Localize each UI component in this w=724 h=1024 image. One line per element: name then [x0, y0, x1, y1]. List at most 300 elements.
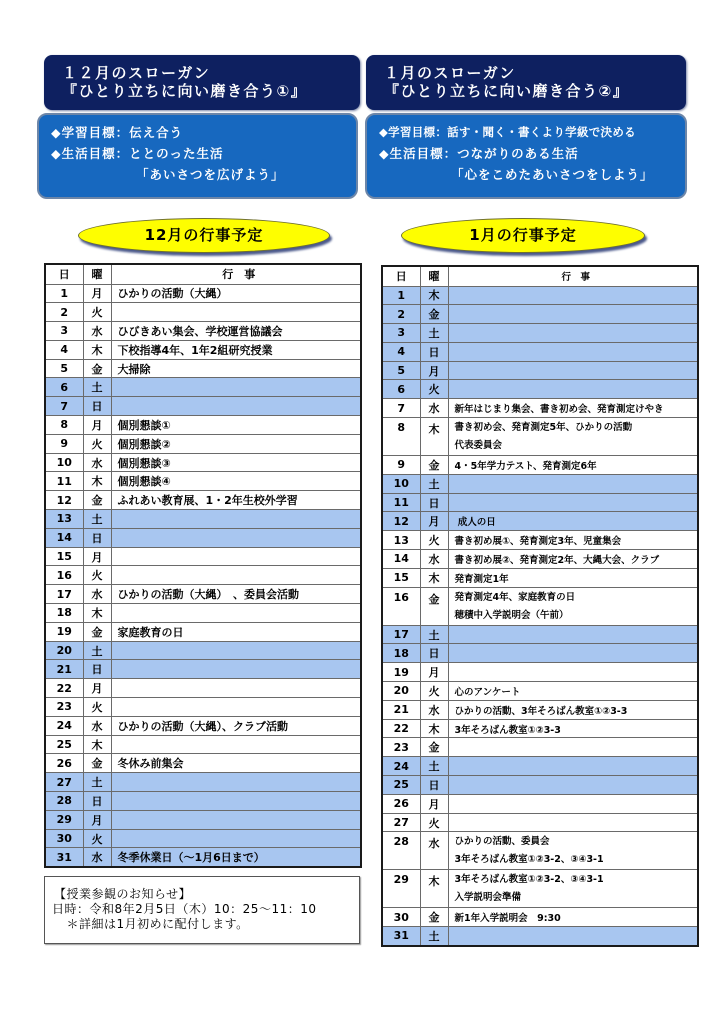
event-text: 発育測定1年 — [454, 573, 509, 585]
day-cell: 6 — [45, 378, 83, 397]
weekday-cell: 月 — [83, 547, 111, 566]
event-cell — [448, 813, 698, 832]
day-cell: 9 — [45, 434, 83, 453]
weekday-cell: 土 — [83, 378, 111, 397]
weekday-cell: 日 — [83, 792, 111, 811]
day-cell: 17 — [382, 625, 420, 644]
weekday-cell: 火 — [420, 531, 448, 550]
weekday-cell: 金 — [420, 456, 448, 475]
day-cell: 26 — [45, 754, 83, 773]
event-cell — [111, 735, 361, 754]
day-cell: 16 — [45, 566, 83, 585]
day-cell: 1 — [45, 284, 83, 303]
event-text: ひびきあい集会、学校運営協議会 — [117, 324, 283, 338]
table-row — [382, 663, 698, 682]
event-text: ひかりの活動、3年そろばん教室①②3-3 — [454, 705, 628, 717]
weekday-cell: 土 — [420, 757, 448, 776]
table-row — [382, 418, 698, 456]
weekday-cell: 木 — [420, 870, 448, 908]
event-cell — [111, 340, 361, 359]
day-cell: 18 — [45, 604, 83, 623]
event-cell — [111, 491, 361, 510]
table-row — [45, 359, 361, 378]
table-row — [45, 829, 361, 848]
day-cell: 20 — [382, 682, 420, 701]
event-text: 3年そろばん教室①②3-2、③④3-1 — [454, 874, 604, 886]
event-text: 個別懇談② — [117, 437, 171, 451]
table-row — [45, 698, 361, 717]
day-cell: 15 — [382, 568, 420, 587]
event-cell — [111, 679, 361, 698]
event-cell — [448, 531, 698, 550]
event-cell — [111, 622, 361, 641]
day-cell: 24 — [382, 757, 420, 776]
event-cell — [111, 754, 361, 773]
table-row — [382, 813, 698, 832]
table-row — [45, 547, 361, 566]
event-cell — [111, 453, 361, 472]
class-observation-notice — [44, 876, 360, 944]
table-row — [382, 531, 698, 550]
event-cell — [448, 361, 698, 380]
day-cell: 19 — [382, 663, 420, 682]
event-text: ひかりの活動（大縄） 、委員会活動 — [117, 588, 299, 602]
event-cell — [111, 810, 361, 829]
table-row — [382, 682, 698, 701]
weekday-cell: 水 — [420, 700, 448, 719]
weekday-cell: 金 — [420, 908, 448, 927]
weekday-cell: 金 — [83, 359, 111, 378]
event-cell — [448, 456, 698, 475]
table-row — [382, 361, 698, 380]
day-cell: 7 — [45, 397, 83, 416]
header-event: 行 事 — [448, 266, 698, 286]
table-row — [45, 604, 361, 623]
event-text: ひかりの活動（大縄） — [117, 287, 228, 301]
weekday-cell: 土 — [420, 324, 448, 343]
weekday-cell: 月 — [420, 361, 448, 380]
event-cell — [111, 416, 361, 435]
weekday-cell: 木 — [420, 286, 448, 305]
event-text: 発育測定4年、家庭教育の日 — [454, 591, 576, 603]
weekday-cell: 水 — [83, 585, 111, 604]
weekday-cell: 金 — [420, 738, 448, 757]
table-row — [45, 416, 361, 435]
day-cell: 10 — [45, 453, 83, 472]
event-cell — [111, 698, 361, 717]
day-cell: 5 — [382, 361, 420, 380]
weekday-cell: 水 — [83, 453, 111, 472]
event-text: 冬季休業日（～1月6日まで） — [117, 851, 265, 865]
day-cell: 6 — [382, 380, 420, 399]
day-cell: 20 — [45, 641, 83, 660]
table-row — [382, 757, 698, 776]
table-row — [382, 587, 698, 625]
event-cell — [111, 472, 361, 491]
day-cell: 8 — [382, 418, 420, 456]
weekday-cell: 月 — [83, 679, 111, 698]
event-cell — [111, 322, 361, 341]
weekday-cell: 木 — [420, 568, 448, 587]
event-text: 4・5年学力テスト、発育測定6年 — [454, 460, 597, 472]
event-cell — [448, 305, 698, 324]
day-cell: 18 — [382, 644, 420, 663]
table-row — [382, 324, 698, 343]
event-cell — [448, 418, 698, 456]
event-text-line2: 3年そろばん教室①②3-2、③④3-1 — [454, 854, 604, 866]
event-cell — [448, 870, 698, 908]
day-cell: 12 — [382, 512, 420, 531]
table-row — [382, 908, 698, 927]
table-row — [382, 927, 698, 946]
day-cell: 13 — [45, 510, 83, 529]
day-cell: 13 — [382, 531, 420, 550]
event-text: 書き初め会、発育測定5年、ひかりの活動 — [454, 422, 633, 434]
event-cell — [448, 794, 698, 813]
weekday-cell: 水 — [83, 322, 111, 341]
december-schedule-title — [78, 218, 330, 253]
table-row — [382, 832, 698, 870]
day-cell: 21 — [382, 700, 420, 719]
table-header-row — [45, 264, 361, 284]
january-life-goal: ◆生活目標：つながりのある生活 — [379, 146, 579, 161]
weekday-cell: 金 — [83, 754, 111, 773]
event-text: 3年そろばん教室①②3-3 — [454, 724, 561, 736]
event-text: 下校指導4年、1年2組研究授業 — [117, 343, 273, 357]
table-row — [45, 622, 361, 641]
table-row — [45, 585, 361, 604]
table-row — [382, 568, 698, 587]
table-row — [45, 528, 361, 547]
day-cell: 25 — [382, 776, 420, 795]
table-row — [382, 286, 698, 305]
day-cell: 10 — [382, 474, 420, 493]
december-schedule-table — [44, 263, 362, 868]
day-cell: 11 — [45, 472, 83, 491]
event-cell — [111, 773, 361, 792]
table-row — [382, 738, 698, 757]
day-cell: 31 — [382, 927, 420, 946]
weekday-cell: 火 — [420, 682, 448, 701]
weekday-cell: 月 — [420, 794, 448, 813]
event-cell — [111, 528, 361, 547]
table-row — [45, 397, 361, 416]
table-row — [382, 512, 698, 531]
header-weekday: 曜 — [83, 264, 111, 284]
event-text: 書き初め展①、発育測定3年、児童集会 — [454, 536, 622, 548]
weekday-cell: 土 — [420, 927, 448, 946]
event-cell — [111, 284, 361, 303]
table-header-row — [382, 266, 698, 286]
day-cell: 14 — [45, 528, 83, 547]
january-schedule-title-text: 1月の行事予定 — [469, 226, 577, 244]
event-text: 個別懇談① — [117, 418, 171, 432]
weekday-cell: 水 — [420, 550, 448, 569]
day-cell: 1 — [382, 286, 420, 305]
day-cell: 12 — [45, 491, 83, 510]
event-text: 書き初め展②、発育測定2年、大縄大会、クラブ — [454, 554, 660, 566]
day-cell: 21 — [45, 660, 83, 679]
table-row — [45, 641, 361, 660]
weekday-cell: 火 — [83, 303, 111, 322]
event-cell — [448, 568, 698, 587]
table-row — [382, 870, 698, 908]
day-cell: 29 — [45, 810, 83, 829]
event-cell — [448, 380, 698, 399]
january-slogan-text: 『ひとり立ちに向い磨き合う②』 — [384, 82, 630, 100]
table-row — [45, 792, 361, 811]
notice-title: 【授業参観のお知らせ】 — [54, 887, 192, 901]
event-text: 個別懇談④ — [117, 475, 171, 489]
event-cell — [111, 660, 361, 679]
weekday-cell: 日 — [420, 776, 448, 795]
weekday-cell: 金 — [420, 305, 448, 324]
event-text: ひかりの活動（大縄）、クラブ活動 — [117, 719, 288, 733]
day-cell: 3 — [45, 322, 83, 341]
event-text: 心のアンケート — [454, 686, 521, 698]
event-text-line2: 代表委員会 — [454, 440, 503, 452]
table-row — [382, 644, 698, 663]
event-cell — [448, 493, 698, 512]
table-row — [45, 322, 361, 341]
day-cell: 24 — [45, 716, 83, 735]
event-cell — [448, 324, 698, 343]
event-cell — [448, 644, 698, 663]
event-text: ひかりの活動、委員会 — [454, 836, 550, 848]
event-cell — [111, 434, 361, 453]
weekday-cell: 火 — [83, 698, 111, 717]
weekday-cell: 日 — [420, 644, 448, 663]
weekday-cell: 土 — [420, 474, 448, 493]
event-text-line2: 入学説明会準備 — [454, 892, 522, 904]
day-cell: 2 — [45, 303, 83, 322]
weekday-cell: 土 — [83, 510, 111, 529]
day-cell: 8 — [45, 416, 83, 435]
table-row — [45, 472, 361, 491]
table-row — [45, 735, 361, 754]
weekday-cell: 火 — [420, 813, 448, 832]
day-cell: 26 — [382, 794, 420, 813]
table-row — [382, 474, 698, 493]
day-cell: 16 — [382, 587, 420, 625]
table-row — [45, 773, 361, 792]
event-cell — [448, 832, 698, 870]
day-cell: 22 — [45, 679, 83, 698]
day-cell: 30 — [382, 908, 420, 927]
weekday-cell: 月 — [420, 663, 448, 682]
event-cell — [448, 399, 698, 418]
weekday-cell: 木 — [83, 472, 111, 491]
table-row — [382, 493, 698, 512]
day-cell: 11 — [382, 493, 420, 512]
event-cell — [111, 585, 361, 604]
table-row — [382, 625, 698, 644]
january-learning-goal: ◆学習目標：話す・聞く・書くより学級で決める — [379, 125, 636, 139]
day-cell: 27 — [45, 773, 83, 792]
event-text-line2: 穂積中入学説明会（午前） — [454, 609, 569, 621]
day-cell: 4 — [45, 340, 83, 359]
event-cell — [448, 512, 698, 531]
weekday-cell: 木 — [420, 719, 448, 738]
weekday-cell: 火 — [83, 434, 111, 453]
event-cell — [111, 641, 361, 660]
day-cell: 29 — [382, 870, 420, 908]
january-goals-box — [365, 113, 687, 199]
event-cell — [448, 719, 698, 738]
event-text: 成人の日 — [454, 517, 496, 529]
table-row — [382, 342, 698, 361]
weekday-cell: 月 — [83, 284, 111, 303]
day-cell: 7 — [382, 399, 420, 418]
weekday-cell: 水 — [420, 832, 448, 870]
day-cell: 3 — [382, 324, 420, 343]
table-row — [382, 456, 698, 475]
table-row — [45, 340, 361, 359]
event-cell — [448, 474, 698, 493]
event-cell — [111, 397, 361, 416]
event-text: 新年はじまり集会、書き初め会、発育測定けやき — [454, 404, 664, 416]
day-cell: 19 — [45, 622, 83, 641]
event-cell — [111, 848, 361, 867]
header-day: 日 — [382, 266, 420, 286]
weekday-cell: 月 — [83, 810, 111, 829]
weekday-cell: 土 — [83, 641, 111, 660]
weekday-cell: 金 — [420, 587, 448, 625]
weekday-cell: 日 — [83, 397, 111, 416]
day-cell: 23 — [382, 738, 420, 757]
day-cell: 31 — [45, 848, 83, 867]
table-row — [45, 660, 361, 679]
weekday-cell: 日 — [420, 342, 448, 361]
weekday-cell: 月 — [420, 512, 448, 531]
table-row — [45, 303, 361, 322]
january-slogan-title: １月のスローガン — [384, 64, 516, 82]
event-text: 新1年入学説明会 9:30 — [454, 913, 561, 925]
event-cell — [111, 792, 361, 811]
december-life-goal: ◆生活目標：ととのった生活 — [51, 146, 224, 161]
event-cell — [448, 550, 698, 569]
table-row — [45, 810, 361, 829]
event-cell — [448, 682, 698, 701]
event-text: ふれあい教育展、1・2年生校外学習 — [117, 494, 298, 508]
weekday-cell: 水 — [83, 848, 111, 867]
weekday-cell: 火 — [83, 566, 111, 585]
weekday-cell: 火 — [83, 829, 111, 848]
event-cell — [448, 927, 698, 946]
event-text: 大掃除 — [117, 362, 151, 376]
event-cell — [448, 663, 698, 682]
january-schedule-title — [401, 218, 645, 253]
december-learning-goal: ◆学習目標：伝え合う — [51, 125, 184, 140]
event-cell — [448, 757, 698, 776]
event-text: 冬休み前集会 — [117, 757, 184, 771]
weekday-cell: 日 — [83, 660, 111, 679]
weekday-cell: 土 — [420, 625, 448, 644]
day-cell: 23 — [45, 698, 83, 717]
event-cell — [111, 510, 361, 529]
table-row — [45, 716, 361, 735]
event-cell — [111, 716, 361, 735]
weekday-cell: 火 — [420, 380, 448, 399]
event-cell — [111, 378, 361, 397]
day-cell: 5 — [45, 359, 83, 378]
event-text: 個別懇談③ — [117, 456, 171, 470]
event-cell — [111, 829, 361, 848]
table-row — [45, 510, 361, 529]
event-cell — [448, 342, 698, 361]
weekday-cell: 木 — [83, 340, 111, 359]
day-cell: 25 — [45, 735, 83, 754]
day-cell: 28 — [45, 792, 83, 811]
event-cell — [111, 604, 361, 623]
day-cell: 15 — [45, 547, 83, 566]
table-row — [382, 776, 698, 795]
event-cell — [111, 359, 361, 378]
table-row — [382, 550, 698, 569]
table-row — [45, 378, 361, 397]
event-cell — [448, 908, 698, 927]
event-cell — [448, 587, 698, 625]
notice-note: ＊詳細は1月初めに配付します。 — [54, 917, 249, 931]
table-row — [45, 754, 361, 773]
december-slogan-title: １２月のスローガン — [62, 64, 211, 82]
weekday-cell: 木 — [83, 604, 111, 623]
weekday-cell: 月 — [83, 416, 111, 435]
table-row — [45, 453, 361, 472]
event-cell — [111, 547, 361, 566]
table-row — [45, 566, 361, 585]
event-text: 家庭教育の日 — [117, 625, 184, 639]
table-row — [382, 794, 698, 813]
table-row — [45, 848, 361, 867]
day-cell: 27 — [382, 813, 420, 832]
weekday-cell: 木 — [420, 418, 448, 456]
table-row — [382, 399, 698, 418]
event-cell — [111, 566, 361, 585]
weekday-cell: 土 — [83, 773, 111, 792]
table-row — [45, 679, 361, 698]
weekday-cell: 金 — [83, 491, 111, 510]
december-goals-box — [37, 113, 358, 199]
january-schedule-table — [381, 265, 699, 947]
notice-datetime: 日時：令和8年2月5日（木）10：25～11：10 — [52, 902, 317, 916]
header-weekday: 曜 — [420, 266, 448, 286]
weekday-cell: 日 — [420, 493, 448, 512]
day-cell: 9 — [382, 456, 420, 475]
weekday-cell: 日 — [83, 528, 111, 547]
header-day: 日 — [45, 264, 83, 284]
december-slogan-box — [44, 55, 360, 110]
table-row — [45, 284, 361, 303]
table-row — [382, 700, 698, 719]
day-cell: 22 — [382, 719, 420, 738]
day-cell: 30 — [45, 829, 83, 848]
december-slogan-text: 『ひとり立ちに向い磨き合う①』 — [62, 82, 308, 100]
december-schedule-title-text: 12月の行事予定 — [144, 226, 264, 244]
table-row — [382, 719, 698, 738]
event-cell — [111, 303, 361, 322]
event-cell — [448, 738, 698, 757]
header-event: 行 事 — [111, 264, 361, 284]
table-row — [45, 491, 361, 510]
event-cell — [448, 625, 698, 644]
event-cell — [448, 776, 698, 795]
table-row — [382, 305, 698, 324]
january-life-goal-sub: 「心をこめたあいさつをしよう」 — [451, 167, 654, 182]
day-cell: 4 — [382, 342, 420, 361]
weekday-cell: 金 — [83, 622, 111, 641]
day-cell: 2 — [382, 305, 420, 324]
